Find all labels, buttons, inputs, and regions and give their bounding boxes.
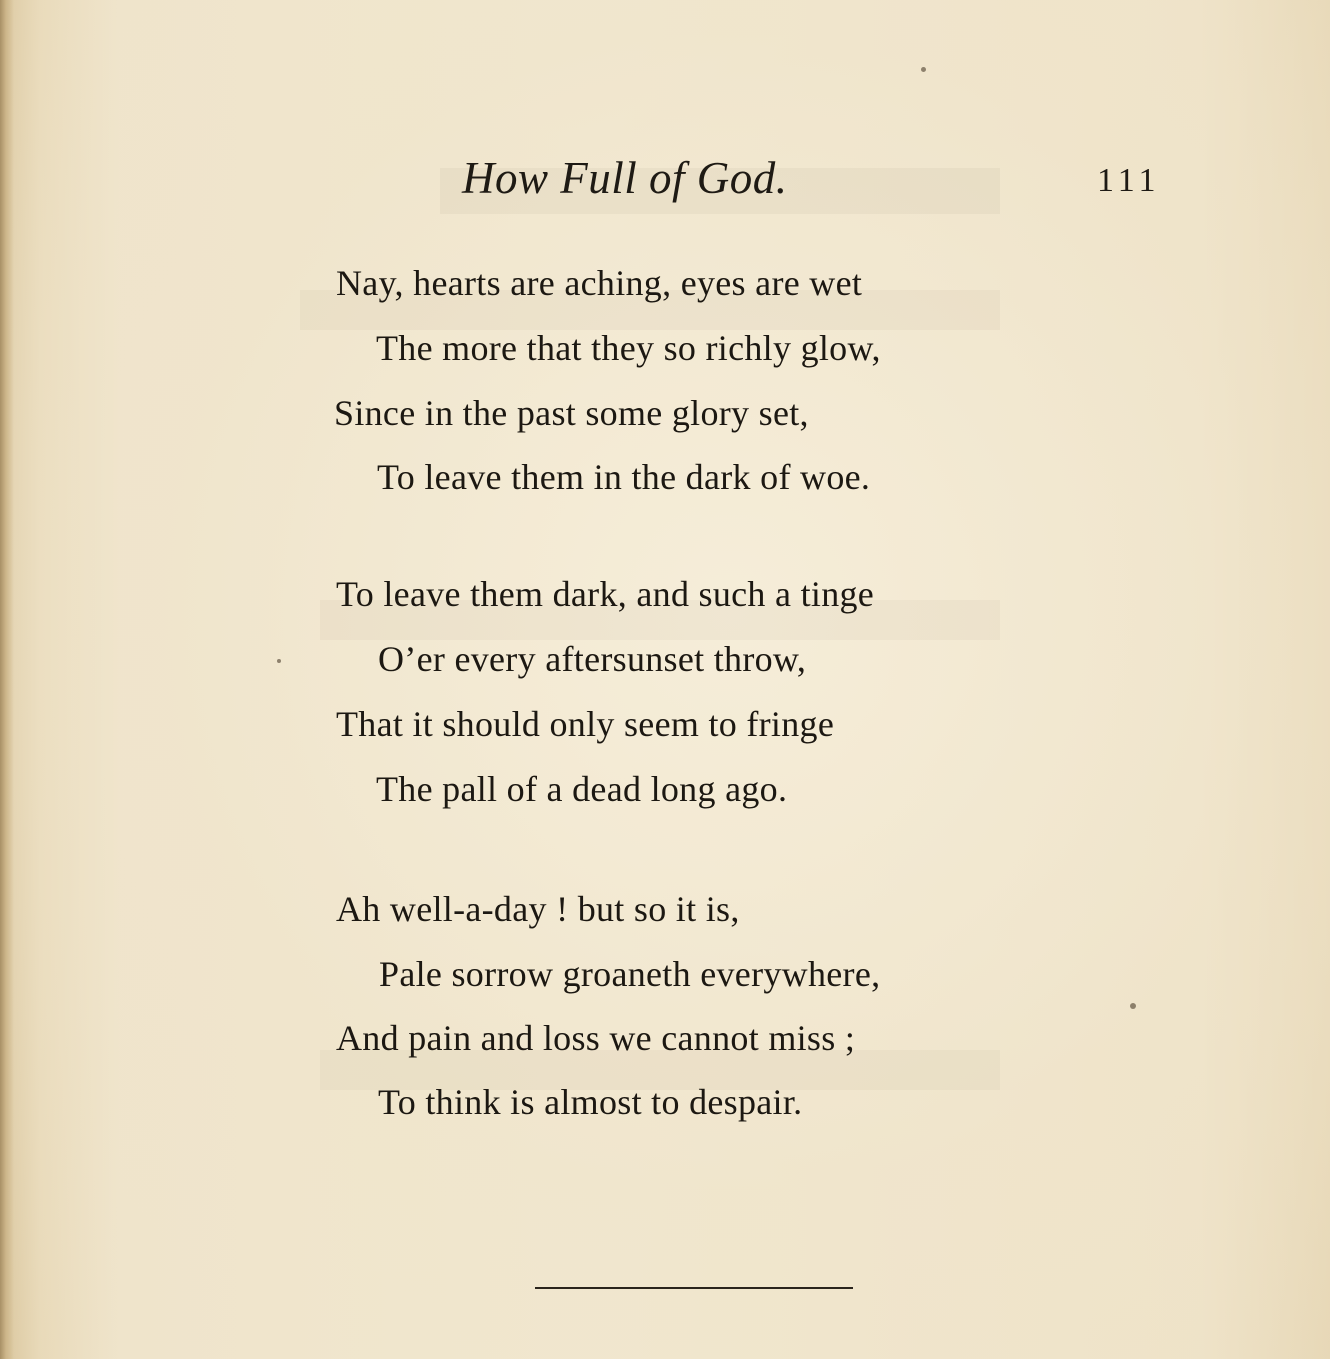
poem-line: To leave them in the dark of woe.: [377, 457, 871, 497]
poem-line: Nay, hearts are aching, eyes are wet: [336, 263, 863, 303]
poem-line: The pall of a dead long ago.: [376, 769, 788, 809]
poem-line: To leave them dark, and such a tinge: [336, 574, 875, 614]
poem-line: O’er every aftersunset throw,: [378, 639, 807, 679]
poem-line: Since in the past some glory set,: [334, 393, 809, 433]
poem-line: The more that they so richly glow,: [376, 328, 881, 368]
poem-line: That it should only seem to fringe: [336, 704, 835, 744]
poem-line: To think is almost to despair.: [378, 1082, 803, 1122]
poem-line: Pale sorrow groaneth everywhere,: [379, 954, 881, 994]
poem-line: Ah well-a-day ! but so it is,: [336, 889, 740, 929]
end-rule: [535, 1287, 853, 1289]
page-number: 111: [1097, 162, 1161, 199]
page-title: How Full of God.: [462, 153, 788, 203]
poem-line: And pain and loss we cannot miss ;: [336, 1018, 856, 1058]
